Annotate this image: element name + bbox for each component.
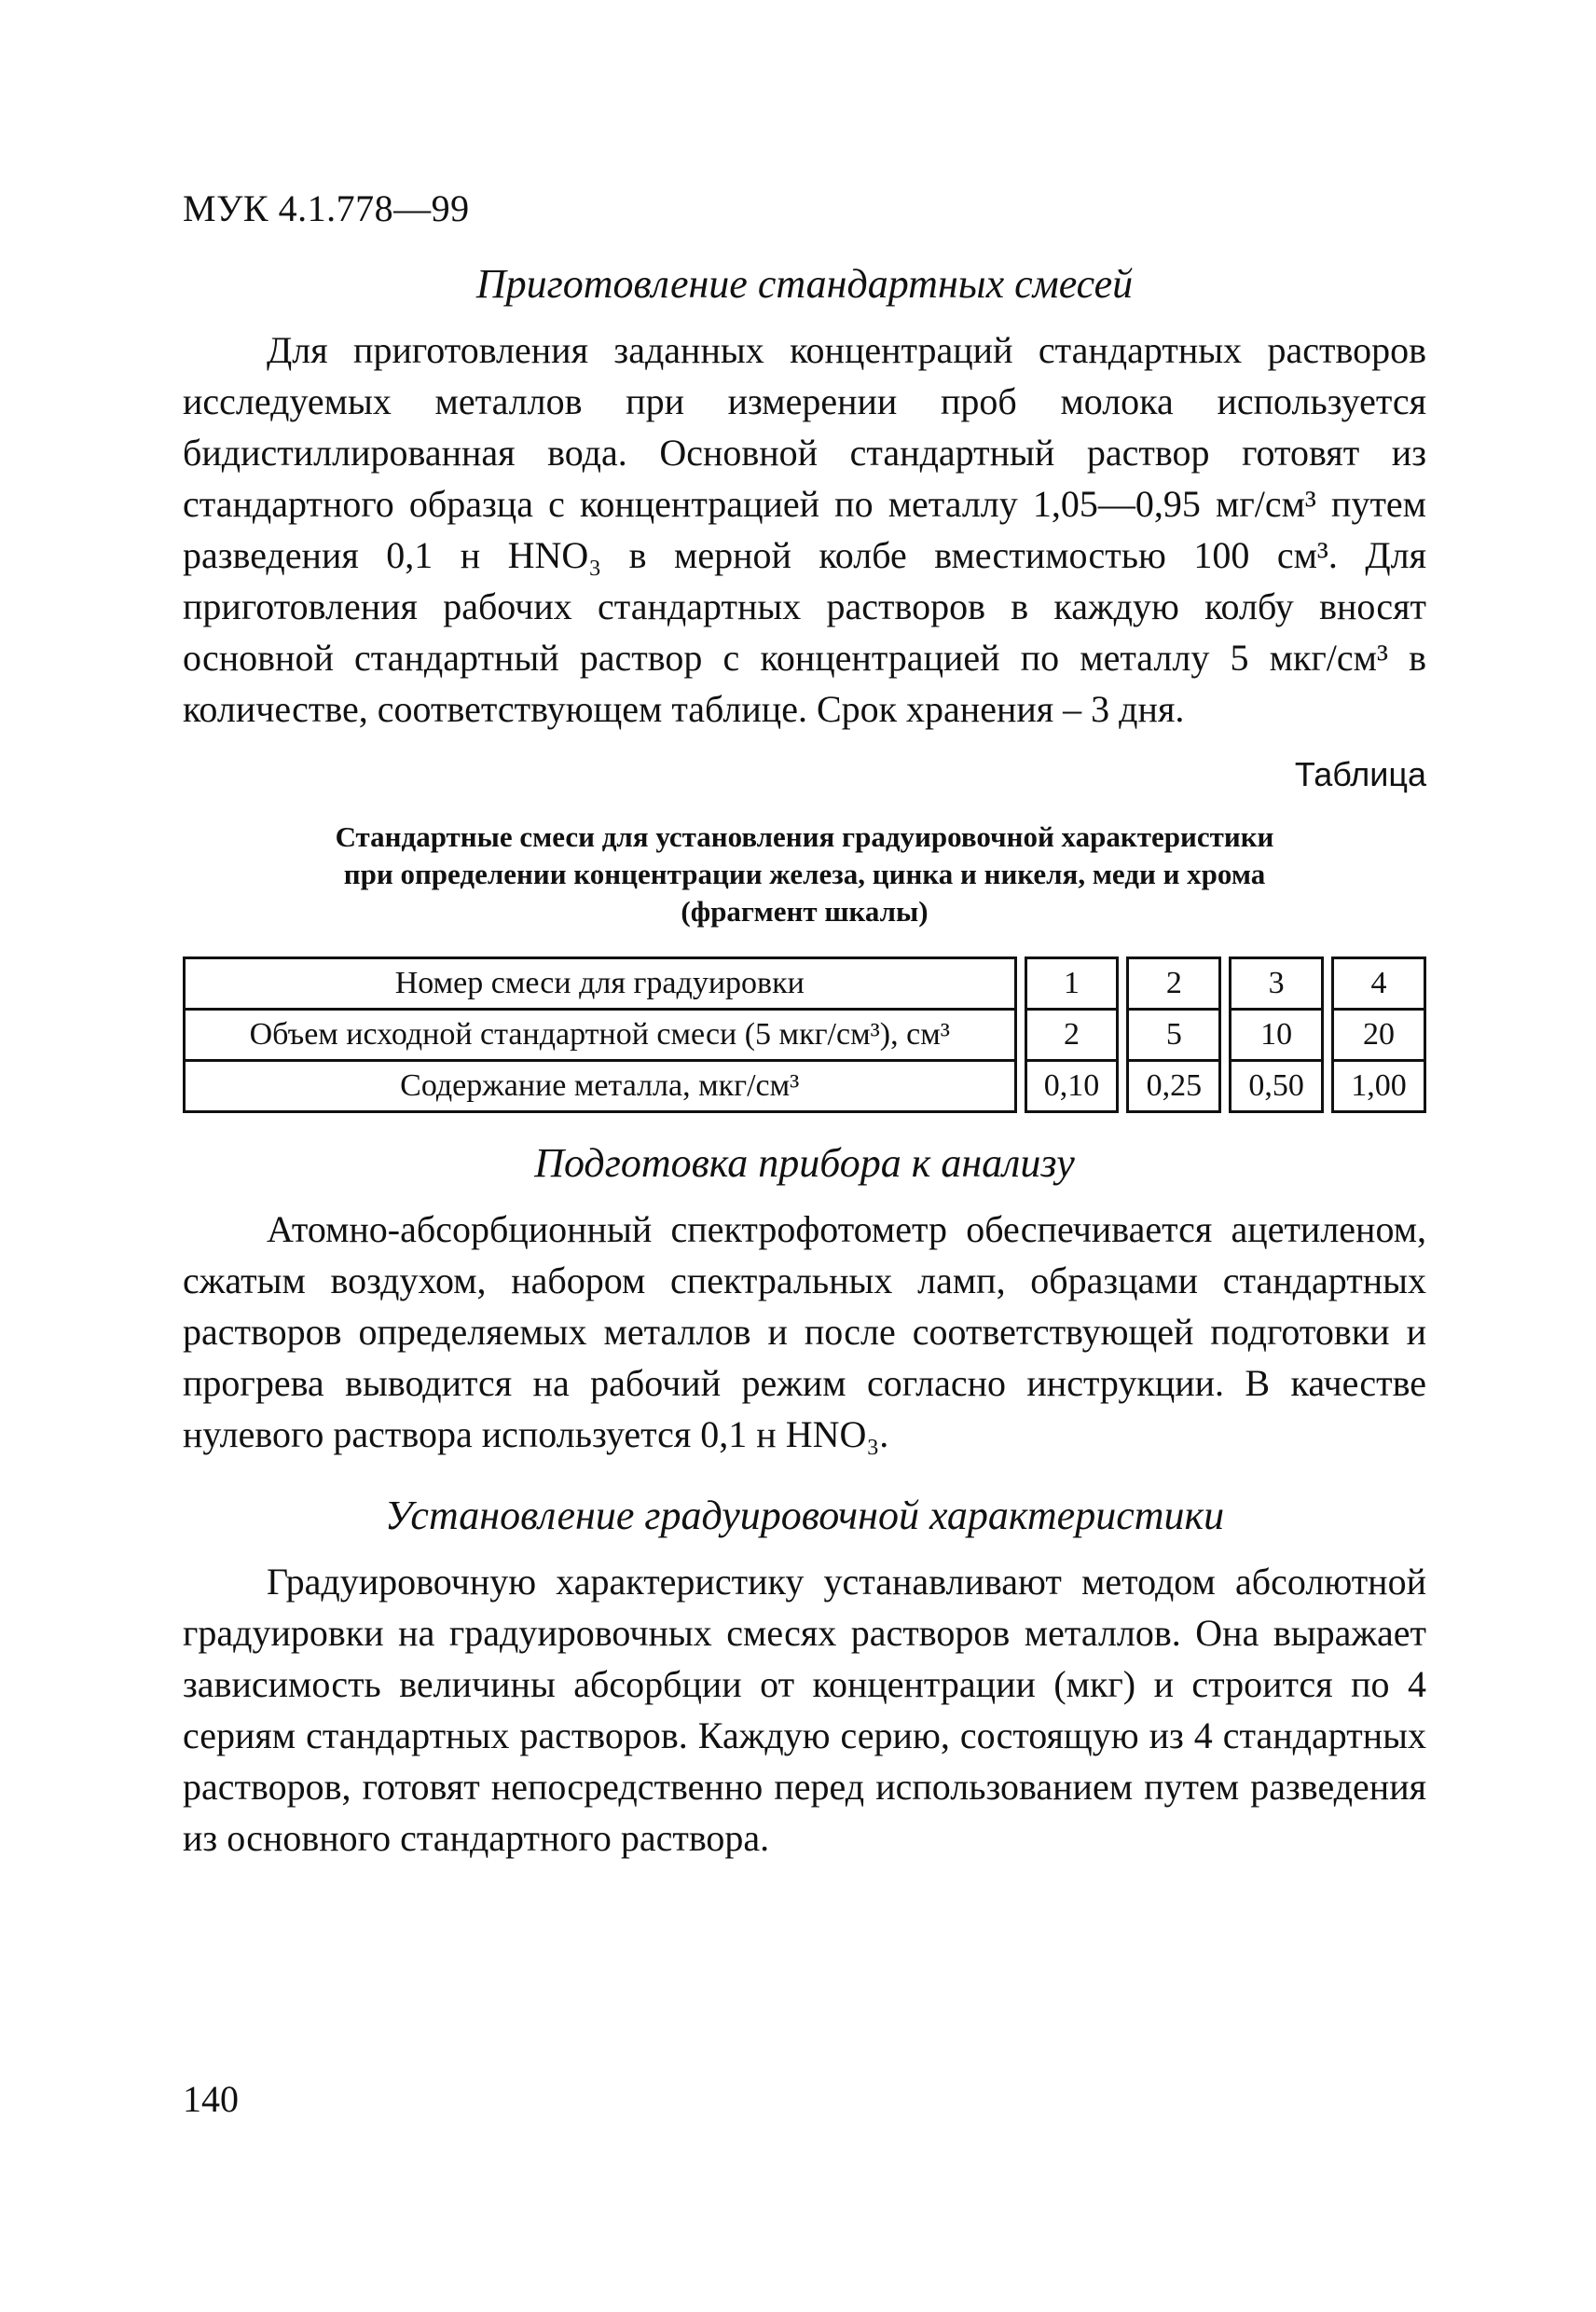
section-title-standard-mixtures: Приготовление стандартных смесей	[475, 261, 1134, 307]
table-cell: 10	[1231, 1010, 1323, 1061]
table-label: Таблица	[1294, 755, 1426, 793]
table-caption-line: (фрагмент шкалы)	[681, 895, 929, 928]
row-header: Номер смеси для градуировки	[185, 958, 1016, 1010]
section-title-instrument-preparation: Подготовка прибора к анализу	[534, 1140, 1075, 1186]
table-cell: 1	[1025, 958, 1118, 1010]
table-cell: 0,10	[1025, 1061, 1118, 1112]
table-caption-line: при определении концентрации железа, цинка и никеля, меди и хрома	[343, 858, 1266, 890]
table-cell: 2	[1128, 958, 1220, 1010]
table-row	[185, 958, 1425, 1010]
table-caption-line: Стандартные смеси для установления градуировочной характеристики	[335, 820, 1274, 853]
row-header: Объем исходной стандартной смеси (5 мкг/см³), см³	[185, 1010, 1016, 1061]
table-cell: 5	[1128, 1010, 1220, 1061]
table-cell: 0,25	[1128, 1061, 1220, 1112]
document-code: МУК 4.1.778—99	[183, 187, 470, 229]
document-page	[183, 186, 1426, 1864]
paragraph-instrument-preparation: Атомно-абсорбционный спектрофотометр обеспечивается ацетиленом, сжатым воздухом, набором спектральных ламп, образцами стандартных растворов определяемых металлов и после соответствующей подготовки и прогрева выводится на рабочий режим согласно инструкции. В качестве нулевого раствора используется 0,1 н HNO₃.	[183, 1208, 1426, 1455]
table-cell: 0,50	[1231, 1061, 1323, 1112]
table-caption	[183, 819, 1426, 930]
table-cell: 1,00	[1333, 1061, 1425, 1112]
standard-mixtures-table	[183, 956, 1426, 1113]
table-cell: 3	[1231, 958, 1323, 1010]
table-row	[185, 1061, 1425, 1112]
table-cell: 2	[1025, 1010, 1118, 1061]
section-title-calibration: Установление градуировочной характеристики	[384, 1493, 1225, 1538]
row-header: Содержание металла, мкг/см³	[185, 1061, 1016, 1112]
table-row	[185, 1010, 1425, 1061]
paragraph-calibration: Градуировочную характеристику устанавливают методом абсолютной градуировки на градуировочных смесях растворов металлов. Она выражает зависимость величины абсорбции от концентрации (мкг) и строится по 4 сериям стандартных растворов. Каждую серию, состоящую из 4 стандартных растворов, готовят непосредственно перед использованием путем разведения из основного стандартного раствора.	[183, 1561, 1426, 1859]
table-cell: 4	[1333, 958, 1425, 1010]
paragraph-standard-mixtures: Для приготовления заданных концентраций стандартных растворов исследуемых металлов при измерении проб молока используется бидистиллированная вода. Основной стандартный раствор готовят из стандартного образца с концентрацией по металлу 1,05—0,95 мг/см³ путем разведения 0,1 н HNO₃ в мерной колбе вместимостью 100 см³. Для приготовления рабочих стандартных растворов в каждую колбу вносят основной стандартный раствор с концентрацией по металлу 5 мкг/см³ в количестве, соответствующем таблице. Срок хранения – 3 дня.	[183, 329, 1426, 730]
table-cell: 20	[1333, 1010, 1425, 1061]
page-number: 140	[183, 2078, 239, 2120]
